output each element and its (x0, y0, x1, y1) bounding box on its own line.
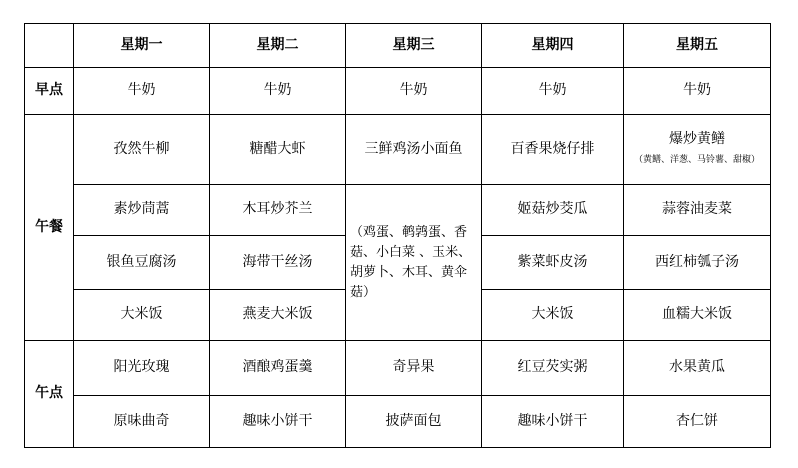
snack-thu-2: 趣味小饼干 (482, 396, 624, 448)
meal-label-breakfast: 早点 (25, 68, 74, 115)
day-header-tue: 星期二 (210, 24, 346, 68)
lunch-row-2 (25, 185, 771, 236)
lunch-mon-main: 孜然牛柳 (74, 115, 210, 185)
lunch-thu-soup: 紫菜虾皮汤 (482, 236, 624, 290)
lunch-fri-ingredients-note: （黄鳝、洋葱、马铃薯、甜椒） (633, 154, 760, 165)
lunch-mon-soup: 银鱼豆腐汤 (74, 236, 210, 290)
snack-mon-1: 阳光玫瑰 (74, 341, 210, 396)
day-header-thu: 星期四 (482, 24, 624, 68)
snack-fri-1: 水果黄瓜 (624, 341, 771, 396)
snack-tue-1: 酒酿鸡蛋羹 (210, 341, 346, 396)
lunch-fri-soup: 西红柿瓠子汤 (624, 236, 771, 290)
lunch-fri-staple: 血糯大米饭 (624, 290, 771, 341)
breakfast-wed: 牛奶 (346, 68, 482, 115)
snack-row-1 (25, 341, 771, 396)
snack-tue-2: 趣味小饼干 (210, 396, 346, 448)
lunch-mon-veg: 素炒茼蒿 (74, 185, 210, 236)
breakfast-mon: 牛奶 (74, 68, 210, 115)
lunch-wed-combo (346, 185, 482, 341)
snack-mon-2: 原味曲奇 (74, 396, 210, 448)
lunch-fri-veg: 蒜蓉油麦菜 (624, 185, 771, 236)
lunch-thu-staple: 大米饭 (482, 290, 624, 341)
meal-label-snack: 午点 (25, 341, 74, 448)
day-header-mon: 星期一 (74, 24, 210, 68)
header-row (25, 24, 771, 68)
snack-wed-1: 奇异果 (346, 341, 482, 396)
lunch-wed-main: 三鲜鸡汤小面鱼 (346, 115, 482, 185)
breakfast-row (25, 68, 771, 115)
snack-row-2 (25, 396, 771, 448)
lunch-tue-soup: 海带干丝汤 (210, 236, 346, 290)
lunch-tue-main: 糖醋大虾 (210, 115, 346, 185)
snack-thu-1: 红豆芡实粥 (482, 341, 624, 396)
lunch-tue-veg: 木耳炒芥兰 (210, 185, 346, 236)
lunch-thu-main: 百香果烧仔排 (482, 115, 624, 185)
lunch-row-1 (25, 115, 771, 185)
lunch-fri-main (624, 115, 771, 185)
breakfast-thu: 牛奶 (482, 68, 624, 115)
breakfast-tue: 牛奶 (210, 68, 346, 115)
weekly-menu-table (24, 23, 771, 448)
snack-wed-2: 披萨面包 (346, 396, 482, 448)
lunch-mon-staple: 大米饭 (74, 290, 210, 341)
lunch-wed-ingredients: （鸡蛋、鹌鹑蛋、香菇、小白菜 、玉米、胡萝卜、木耳、黄伞菇） (350, 224, 472, 300)
lunch-thu-veg: 姬菇炒茭瓜 (482, 185, 624, 236)
day-header-fri: 星期五 (624, 24, 771, 68)
breakfast-fri: 牛奶 (624, 68, 771, 115)
lunch-fri-main-dish: 爆炒黄鳝 (669, 131, 725, 148)
day-header-wed: 星期三 (346, 24, 482, 68)
snack-fri-2: 杏仁饼 (624, 396, 771, 448)
corner-cell (25, 24, 74, 68)
lunch-tue-staple: 燕麦大米饭 (210, 290, 346, 341)
meal-label-lunch: 午餐 (25, 115, 74, 341)
